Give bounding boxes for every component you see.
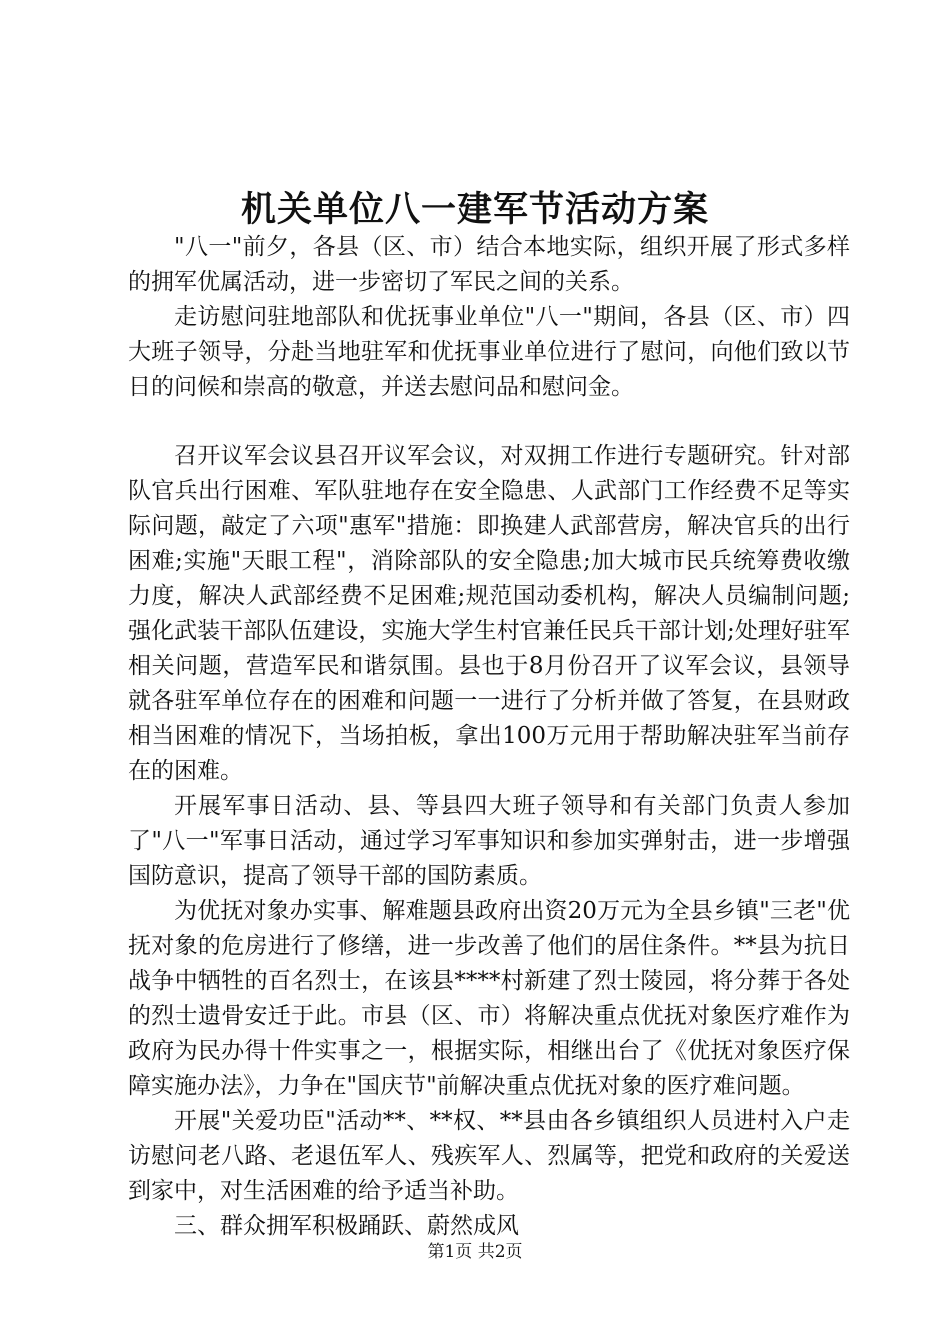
paragraph-visit: 走访慰问驻地部队和优抚事业单位"八一"期间，各县（区、市）四大班子领导，分赴当地驻军和优抚事业单位进行了慰问，向他们致以节日的问候和崇高的敬意，并送去慰问品和慰问金。 [128,304,850,400]
paragraph-section-heading: 三、群众拥军积极踊跃、蔚然成风 [174,1213,519,1239]
document-body [128,230,850,1244]
paragraph-military-day: 开展军事日活动、县、等县四大班子领导和有关部门负责人参加了"八一"军事日活动，通过学习军事知识和参加实弹射击，进一步增强国防意识，提高了领导干部的国防素质。 [128,793,850,889]
paragraph-care-heroes: 开展"关爱功臣"活动**、**权、**县由各乡镇组织人员进村入户走访慰问老八路、老退伍军人、残疾军人、烈属等，把党和政府的关爱送到家中，对生活困难的给予适当补助。 [128,1108,850,1204]
paragraph-meeting: 召开议军会议县召开议军会议，对双拥工作进行专题研究。针对部队官兵出行困难、军队驻地存在安全隐患、人武部门工作经费不足等实际问题，敲定了六项"惠军"措施：即换建人武部营房，解决官兵的出行困难;实施"天眼工程"，消除部队的安全隐患;加大城市民兵统筹费收缴力度，解决人武部经费不足困难;规范国动委机构，解决人员编制问题;强化武装干部队伍建设，实施大学生村官兼任民兵干部计划;处理好驻军相关问题，营造军民和谐氛围。县也于8月份召开了议军会议，县领导就各驻军单位存在的困难和问题一一进行了分析并做了答复，在县财政相当困难的情况下，当场拍板，拿出100万元用于帮助解决驻军当前存在的困难。 [128,443,850,784]
paragraph-intro: "八一"前夕，各县（区、市）结合本地实际，组织开展了形式多样的拥军优属活动，进一步密切了军民之间的关系。 [128,234,850,295]
paragraph-practical-matters: 为优抚对象办实事、解难题县政府出资20万元为全县乡镇"三老"优抚对象的危房进行了修缮，进一步改善了他们的居住条件。**县为抗日战争中牺牲的百名烈士，在该县****村新建了烈士陵园，将分葬于各处的烈士遗骨安迁于此。市县（区、市）将解决重点优抚对象医疗难作为政府为民办得十件实事之一，根据实际，相继出台了《优抚对象医疗保障实施办法》，力争在"国庆节"前解决重点优抚对象的医疗难问题。 [128,898,850,1099]
page-footer: 第1页 共2页 [427,1242,523,1262]
document-title: 机关单位八一建军节活动方案 [240,189,709,230]
